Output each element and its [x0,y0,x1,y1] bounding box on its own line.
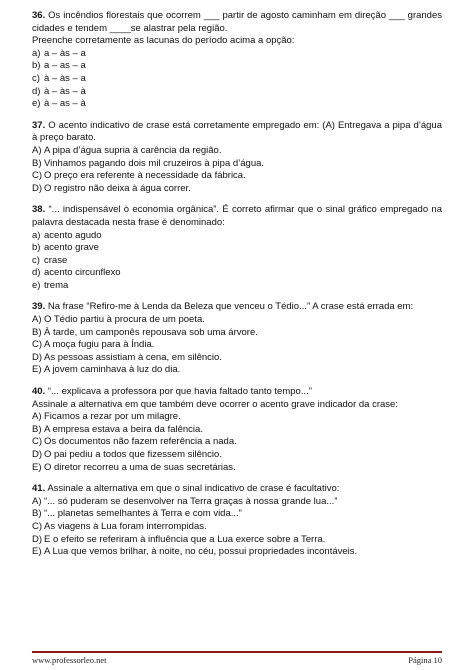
option [32,339,442,352]
option-text: E o efeito se referiram à influência que a Lua exerce sobre a Terra. [44,533,326,545]
footer-site-link[interactable]: www.professorleo.net [32,655,107,665]
option-text: “... só puderam se desenvolver na Terra graças à nossa grande lua...” [44,495,338,507]
option [32,145,442,158]
option-letter: B) [32,157,42,169]
option-text: crase [44,254,68,266]
option [32,158,442,171]
stem-text: Na frase “Refiro-me à Lenda da Beleza que venceu o Tédio...” A crase está errada em: [47,301,414,313]
question-40 [32,386,442,474]
option-text: A jovem caminhava à luz do dia. [44,364,181,376]
option-text: à – às – à [44,85,86,97]
option-text: “... planetas semelhantes à Terra e com vida...” [44,508,242,520]
option-text: A pipa d’água supria à carência da região. [44,144,222,156]
question-37 [32,120,442,196]
option-letter: A) [32,314,42,326]
option [32,449,442,462]
document-page [32,10,442,568]
option-letter: b) [32,242,41,254]
option-letter: c) [32,72,40,84]
option [32,170,442,183]
option-text: Ficamos a rezar por um milagre. [44,411,181,423]
question-number: 38. [32,204,46,216]
question-stem [32,301,442,314]
option [32,546,442,559]
option-text: acento grave [44,242,99,254]
question-stem [32,483,442,496]
option-text: As viagens à Lua foram interrompidas. [44,520,207,532]
option-text: acento agudo [44,229,102,241]
option-text: Os documentos não fazem referência a nada. [44,436,237,448]
question-36 [32,10,442,111]
option-letter: e) [32,98,41,110]
option [32,230,442,243]
option-letter: B) [32,326,42,338]
question-number: 41. [32,483,46,495]
option-text: O pai pediu a todos que fizessem silêncio. [44,449,222,460]
option-text: acento circunflexo [44,267,121,279]
option [32,364,442,377]
option-letter: A) [32,144,42,156]
option-letter: A) [32,411,42,423]
question-stem [32,386,442,399]
option [32,98,442,111]
footer-divider [32,651,442,653]
option [32,521,442,534]
option-letter: e) [32,279,41,291]
option-text: à – as – à [44,98,86,110]
question-stem [32,120,442,145]
option-letter: E) [32,461,42,473]
option-letter: D) [32,533,43,545]
option-letter: C) [32,170,43,182]
question-stem [32,10,442,35]
option [32,255,442,268]
option [32,314,442,327]
stem-text: Os incêndios florestais que ocorrem ___ partir de agosto caminham em direção ___ grandes cidades e tendem ____se alastrar pela região. [32,10,442,34]
option-text: A Lua que vemos brilhar, à noite, no céu, possui propriedades incontáveis. [44,546,358,558]
option-letter: c) [32,254,40,266]
question-39 [32,301,442,377]
option [32,327,442,340]
question-number: 36. [32,10,46,21]
option [32,60,442,73]
stem-text: O acento indicativo de crase está corretamente empregado em: (A) Entregava a pipa d’água à preço barato. [32,119,442,144]
option-letter: C) [32,339,43,351]
option [32,242,442,255]
stem-text: “... indispensável ò economia orgânica”. É correto afirmar que o sinal gráfico empregado na palavra destacada nesta frase é denominado: [32,204,442,228]
option-text: O Tédio partiu à procura de um poeta. [44,314,205,326]
question-stem [32,204,442,229]
option-letter: a) [32,47,41,59]
option [32,411,442,424]
option [32,496,442,509]
option-letter: D) [32,449,43,460]
option-letter: d) [32,267,41,279]
stem-text: Preenche corretamente as lacunas do período acima a opção: [32,35,295,47]
option [32,267,442,280]
option-letter: B) [32,508,42,520]
option [32,86,442,99]
page-number: Página 10 [408,655,442,665]
option-text: À tarde, um camponês repousava sob uma árvore. [44,326,258,338]
option-text: A moça fugiu para à Índia. [44,339,155,351]
question-number: 37. [32,119,46,131]
option-text: a – às – a [44,47,86,59]
option-text: trema [44,279,69,291]
option-letter: C) [32,436,43,448]
option-letter: E) [32,364,42,376]
option [32,280,442,293]
stem-text: “... explicava a professora por que havia faltado tanto tempo...” [47,386,312,398]
stem-text: Assinale a alternativa em que o sinal indicativo de crase é facultativo: [47,483,340,495]
option [32,352,442,365]
question-41 [32,483,442,559]
option-letter: D) [32,351,43,363]
option-text: O registro não deixa à água correr. [44,182,191,194]
option-text: a – as – a [44,60,86,72]
question-number: 39. [32,301,46,313]
option-text: à – às – a [44,72,86,84]
option-letter: C) [32,520,43,532]
stem-text: Assinale a alternativa em que também deve ocorrer o acento grave indicador da crase: [32,398,398,410]
option-text: O diretor recorreu a uma de suas secretárias. [44,461,236,473]
option-text: As pessoas assistiam à cena, em silêncio. [44,351,222,363]
option-text: A empresa estava a beira da falência. [44,423,203,435]
option [32,48,442,61]
option [32,183,442,196]
option-letter: a) [32,229,41,241]
option-letter: E) [32,546,42,558]
option-letter: A) [32,495,42,507]
option-text: O preço era referente à necessidade da fábrica. [44,170,246,182]
option-letter: B) [32,423,42,435]
option-letter: d) [32,85,41,97]
option [32,508,442,521]
question-38 [32,204,442,292]
option [32,73,442,86]
option [32,424,442,437]
option-letter: b) [32,60,41,72]
option-text: Vinhamos pagando dois mil cruzeiros à pipa d’água. [44,157,265,169]
option [32,462,442,475]
option-letter: D) [32,182,43,194]
option [32,534,442,547]
option [32,436,442,449]
question-number: 40. [32,386,46,398]
